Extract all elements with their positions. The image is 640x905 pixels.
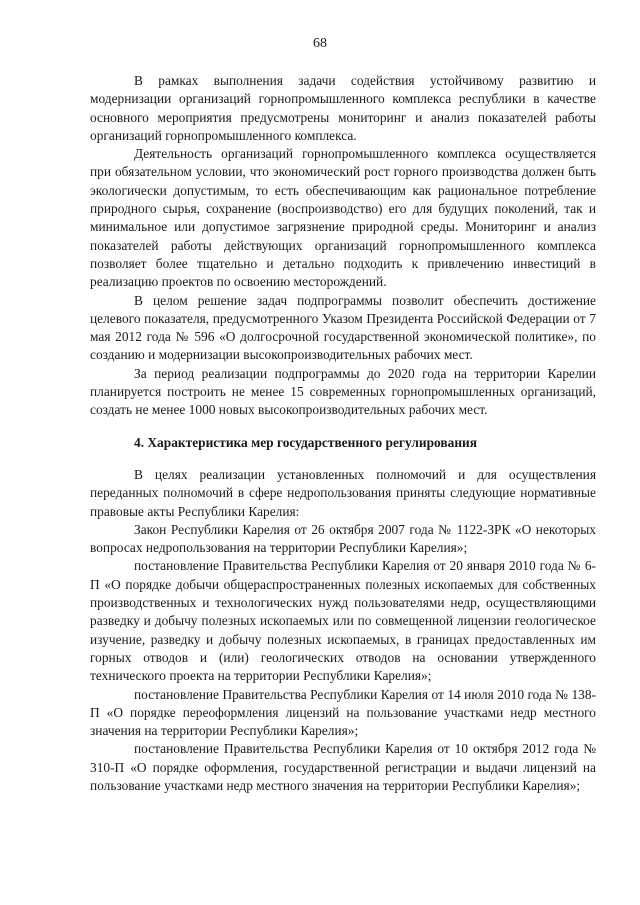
paragraph: постановление Правительства Республики Карелия от 14 июля 2010 года № 138-П «О порядке переоформления лицензий на пользование участками недр местного значения на территории Республики Карелия»; <box>90 686 596 739</box>
paragraph: В целях реализации установленных полномочий и для осуществления переданных полномочий в сфере недропользования приняты следующие нормативные правовые акты Республики Карелия: <box>90 466 596 519</box>
paragraph: В рамках выполнения задачи содействия устойчивому развитию и модернизации организаций горнопромышленного комплекса республики в качестве основного мероприятия предусмотрены мониторинг и анализ показателей работы организаций горнопромышленного комплекса. <box>90 73 596 143</box>
paragraph: Закон Республики Карелия от 26 октября 2007 года № 1122-ЗРК «О некоторых вопросах недропользования на территории Республики Карелия»; <box>90 521 596 556</box>
paragraph: За период реализации подпрограммы до 2020 года на территории Карелии планируется построить не менее 15 современных горнопромышленных организаций, создать не менее 1000 новых высокопроизводительных рабочих мест. <box>90 365 596 418</box>
document-body <box>90 72 596 795</box>
paragraph: В целом решение задач подпрограммы позволит обеспечить достижение целевого показателя, предусмотренного Указом Президента Российской Федерации от 7 мая 2012 года № 596 «О долгосрочной государственной экономической политике», по созданию и модернизации высокопроизводительных рабочих мест. <box>90 292 596 363</box>
section-heading: 4. Характеристика мер государственного регулирования <box>134 434 478 450</box>
paragraph: постановление Правительства Республики Карелия от 10 октября 2012 года № 310-П «О порядке оформления, государственной регистрации и выдачи лицензий на пользование участками недр местного значения на территории Республики Карелия»; <box>90 741 596 793</box>
paragraph: постановление Правительства Республики Карелия от 20 января 2010 года № 6-П «О порядке добычи общераспространенных полезных ископаемых для собственных производственных и технологических нужд пользователями недр, осуществляющими разведку и добычу полезных ископаемых или по совмещенной лицензии геологическое изучение, разведку и добычу полезных ископаемых, в границах предоставленных им горных отводов и (или) геологических отводов на основании утвержденного технического проекта на территории Республики Карелия»; <box>90 558 596 684</box>
page-number: 68 <box>313 36 327 51</box>
paragraph: Деятельность организаций горнопромышленного комплекса осуществляется при обязательном условии, что экономический рост горного производства должен быть экологически допустимым, то есть обеспечивающим как рациональное потребление природного сырья, сохранение (воспроизводство) его для будущих поколений, так и минимальное или допустимое загрязнение природной среды. Мониторинг и анализ показателей работы действующих организаций горнопромышленного комплекса позволяет более тщательно и детально подходить к привлечению инвестиций в реализацию проектов по освоению месторождений. <box>90 146 596 290</box>
